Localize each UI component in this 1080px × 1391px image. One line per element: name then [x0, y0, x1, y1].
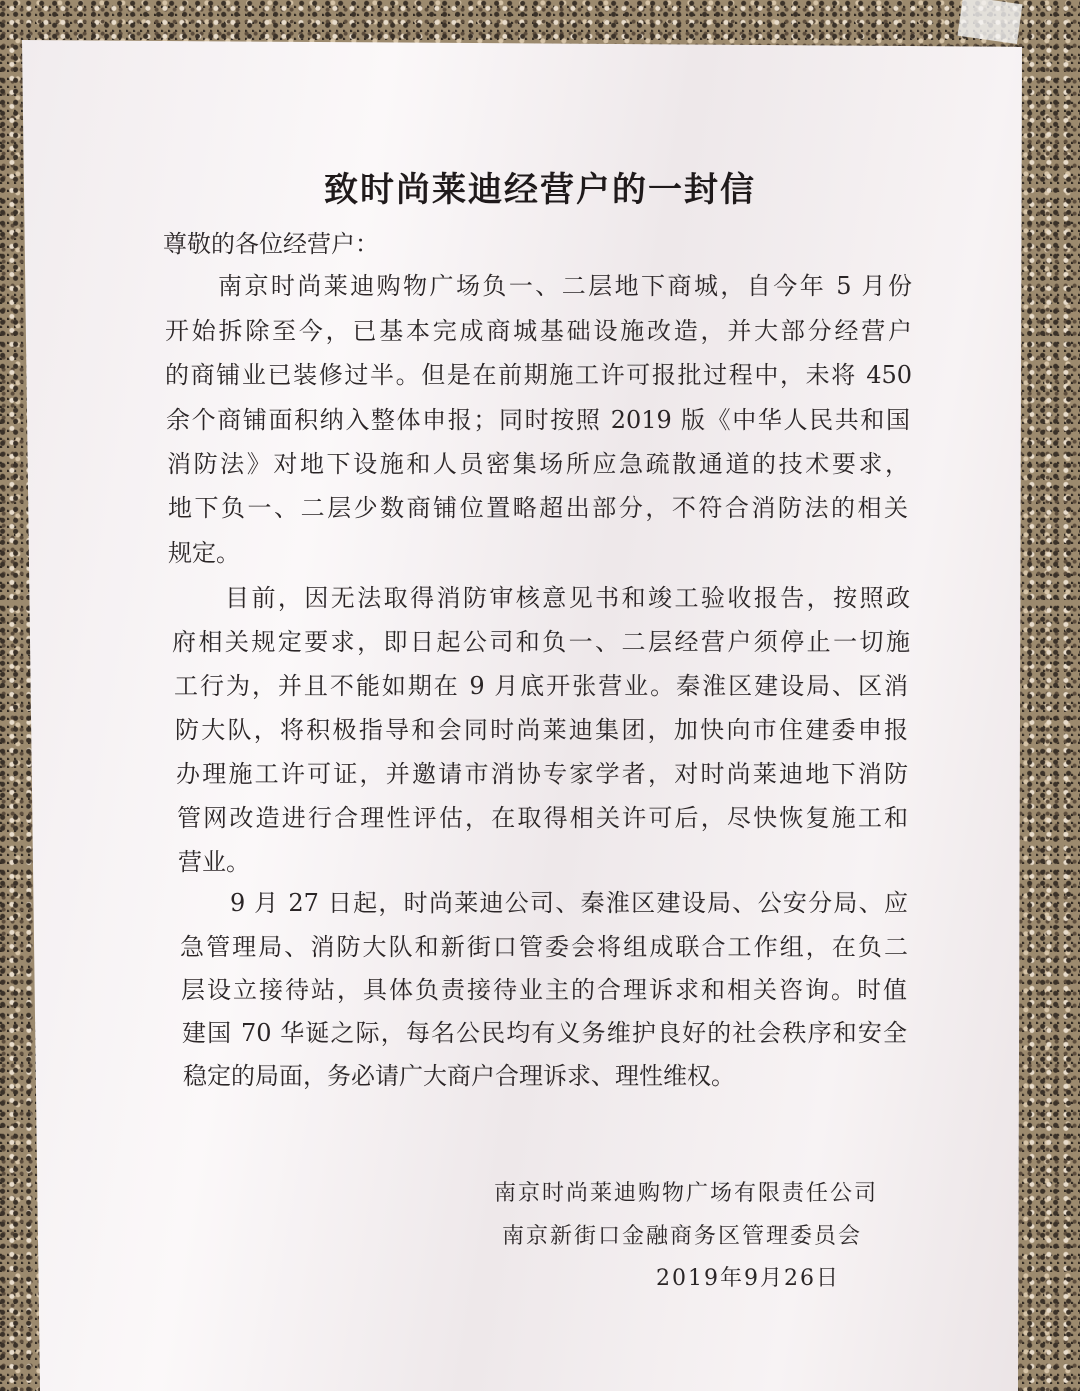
- greeting: 尊敬的各位经营户：: [163, 230, 379, 258]
- signature-org-2: 南京新街口金融商务区管理委员会: [502, 1224, 863, 1249]
- body-line: 稳定的局面，务必请广大商户合理诉求、理性维权。: [183, 1062, 735, 1090]
- body-line: 管网改造进行合理性评估，在取得相关许可后，尽快恢复施工和: [177, 804, 908, 832]
- body-line: 消防法》对地下设施和人员密集场所应急疏散通道的技术要求，: [167, 450, 909, 478]
- body-line: 地下负一、二层少数商铺位置略超出部分，不符合消防法的相关: [168, 494, 908, 522]
- body-line: 层设立接待站，具体负责接待业主的合理诉求和相关咨询。时值: [181, 976, 907, 1004]
- body-line: 的商铺业已装修过半。但是在前期施工许可报批过程中，未将 450: [165, 361, 912, 389]
- body-line: 防大队，将积极指导和会同时尚莱迪集团，加快向市住建委申报: [175, 716, 908, 744]
- body-line: 工行为，并且不能如期在 9 月底开张营业。秦淮区建设局、区消: [174, 672, 908, 700]
- body-line: 余个商铺面积纳入整体申报；同时按照 2019 版《中华人民共和国: [166, 406, 910, 434]
- body-line: 府相关规定要求，即日起公司和负一、二层经营户须停止一切施: [172, 628, 910, 656]
- body-line: 急管理局、消防大队和新街口管委会将组成联合工作组，在负二: [180, 933, 908, 961]
- body-line: 南京时尚莱迪购物广场负一、二层地下商城，自今年 5 月份: [218, 272, 912, 300]
- body-line: 9 月 27 日起，时尚莱迪公司、秦淮区建设局、公安分局、应: [230, 889, 908, 917]
- body-line: 开始拆除至今，已基本完成商城基础设施改造，并大部分经营户: [165, 317, 912, 345]
- body-line: 建国 70 华诞之际，每名公民均有义务维护良好的社会秩序和安全: [182, 1019, 907, 1047]
- body-line: 营业。: [178, 848, 250, 876]
- tape: [958, 0, 1023, 44]
- signature-date: 2019年9月26日: [656, 1266, 840, 1291]
- signature-org-1: 南京时尚莱迪购物广场有限责任公司: [494, 1181, 879, 1206]
- body-line: 办理施工许可证，并邀请市消协专家学者，对时尚莱迪地下消防: [176, 760, 908, 788]
- letter-title: 致时尚莱迪经营户的一封信: [324, 170, 756, 210]
- body-line: 规定。: [168, 539, 240, 567]
- body-line: 目前，因无法取得消防审核意见书和竣工验收报告，按照政: [225, 584, 910, 612]
